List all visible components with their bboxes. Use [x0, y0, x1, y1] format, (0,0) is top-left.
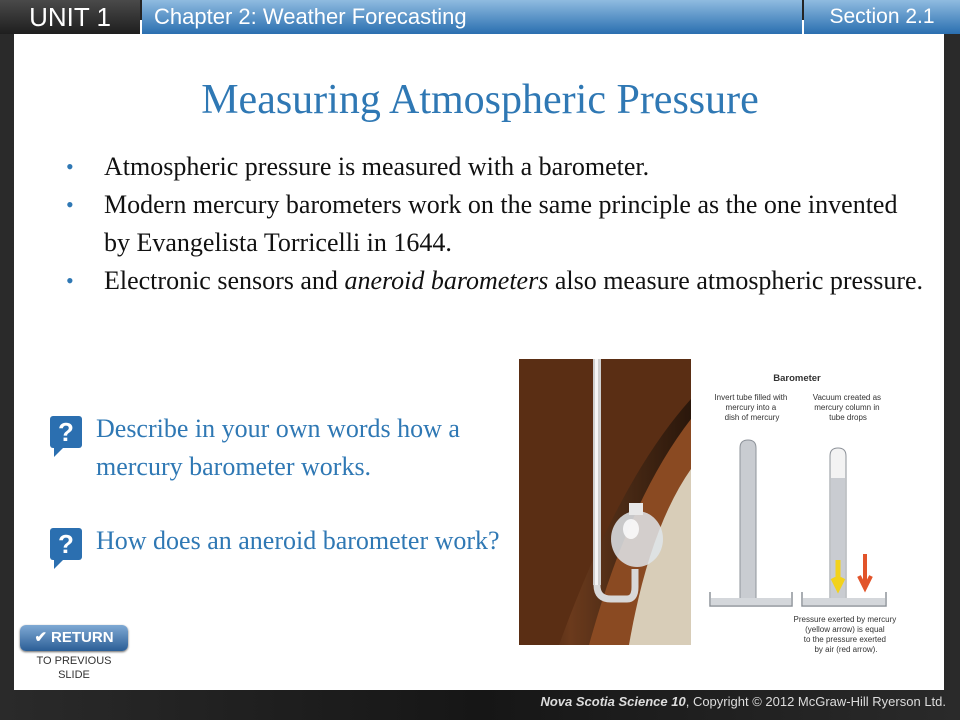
- bullet-icon: •: [66, 268, 74, 293]
- chapter-label: Chapter 2: Weather Forecasting: [142, 0, 802, 34]
- diagram-caption-4: by air (red arrow).: [814, 645, 878, 654]
- question-text: Describe in your own words how a mercury barometer works.: [96, 414, 460, 481]
- return-arrow-icon: ✔: [34, 629, 48, 646]
- footer: [540, 694, 946, 709]
- footer-copyright: , Copyright © 2012 McGraw-Hill Ryerson Ltd.: [685, 694, 946, 709]
- return-sublabel-line2: SLIDE: [58, 669, 90, 681]
- bullet-text: Modern mercury barometers work on the same principle as the one invented by Evangelista Torricelli in 1644.: [104, 190, 898, 257]
- bullet-item: [66, 148, 926, 186]
- slide-title: Measuring Atmospheric Pressure: [201, 77, 759, 123]
- bullet-text-part: Electronic sensors and: [104, 266, 345, 295]
- return-sublabel-line1: TO PREVIOUS: [36, 655, 112, 667]
- question-text: How does an aneroid barometer work?: [96, 526, 500, 555]
- return-sublabel: [20, 654, 128, 682]
- svg-text:Pressure exerted by mercury: [794, 615, 899, 654]
- bullet-list: [66, 148, 926, 300]
- section-label: Section 2.1: [804, 0, 960, 34]
- barometer-photo: [519, 359, 691, 645]
- bullet-text-part: also measure atmospheric pressure.: [548, 266, 924, 295]
- diagram-label-left-3: dish of mercury: [724, 413, 780, 422]
- diagram-label-right-3: tube drops: [829, 413, 867, 422]
- diagram-title: Barometer: [773, 373, 821, 384]
- return-label: RETURN: [51, 629, 114, 646]
- diagram-label-left-1: Invert tube filled with: [714, 393, 788, 402]
- air-pressure-arrow: [859, 554, 871, 588]
- return-button[interactable]: [20, 625, 128, 651]
- bullet-text-italic: aneroid barometers: [344, 266, 549, 295]
- diagram-caption-1: Pressure exerted by mercury: [793, 615, 897, 624]
- diagram-label-right-2: mercury column in: [814, 403, 880, 412]
- bullet-icon: •: [66, 154, 74, 179]
- diagram-label-left-2: mercury into a: [725, 403, 777, 412]
- bullet-item: [66, 186, 926, 262]
- svg-text:Vacuum created as merc: [813, 393, 884, 422]
- question-mark-icon: ?: [50, 528, 82, 560]
- question-mark-icon: ?: [50, 416, 82, 448]
- svg-text:Invert tube filled with: [714, 393, 789, 422]
- footer-brand: Nova Scotia Science 10: [540, 694, 686, 709]
- unit-label: UNIT 1: [0, 0, 140, 34]
- bullet-icon: •: [66, 192, 74, 217]
- diagram-caption-3: to the pressure exerted: [803, 635, 887, 644]
- barometer-diagram: [700, 360, 940, 660]
- bullet-item: [66, 262, 926, 300]
- bullet-text: Atmospheric pressure is measured with a barometer.: [104, 152, 650, 181]
- diagram-caption-2: (yellow arrow) is equal: [805, 625, 885, 634]
- diagram-label-right-1: Vacuum created as: [812, 393, 882, 402]
